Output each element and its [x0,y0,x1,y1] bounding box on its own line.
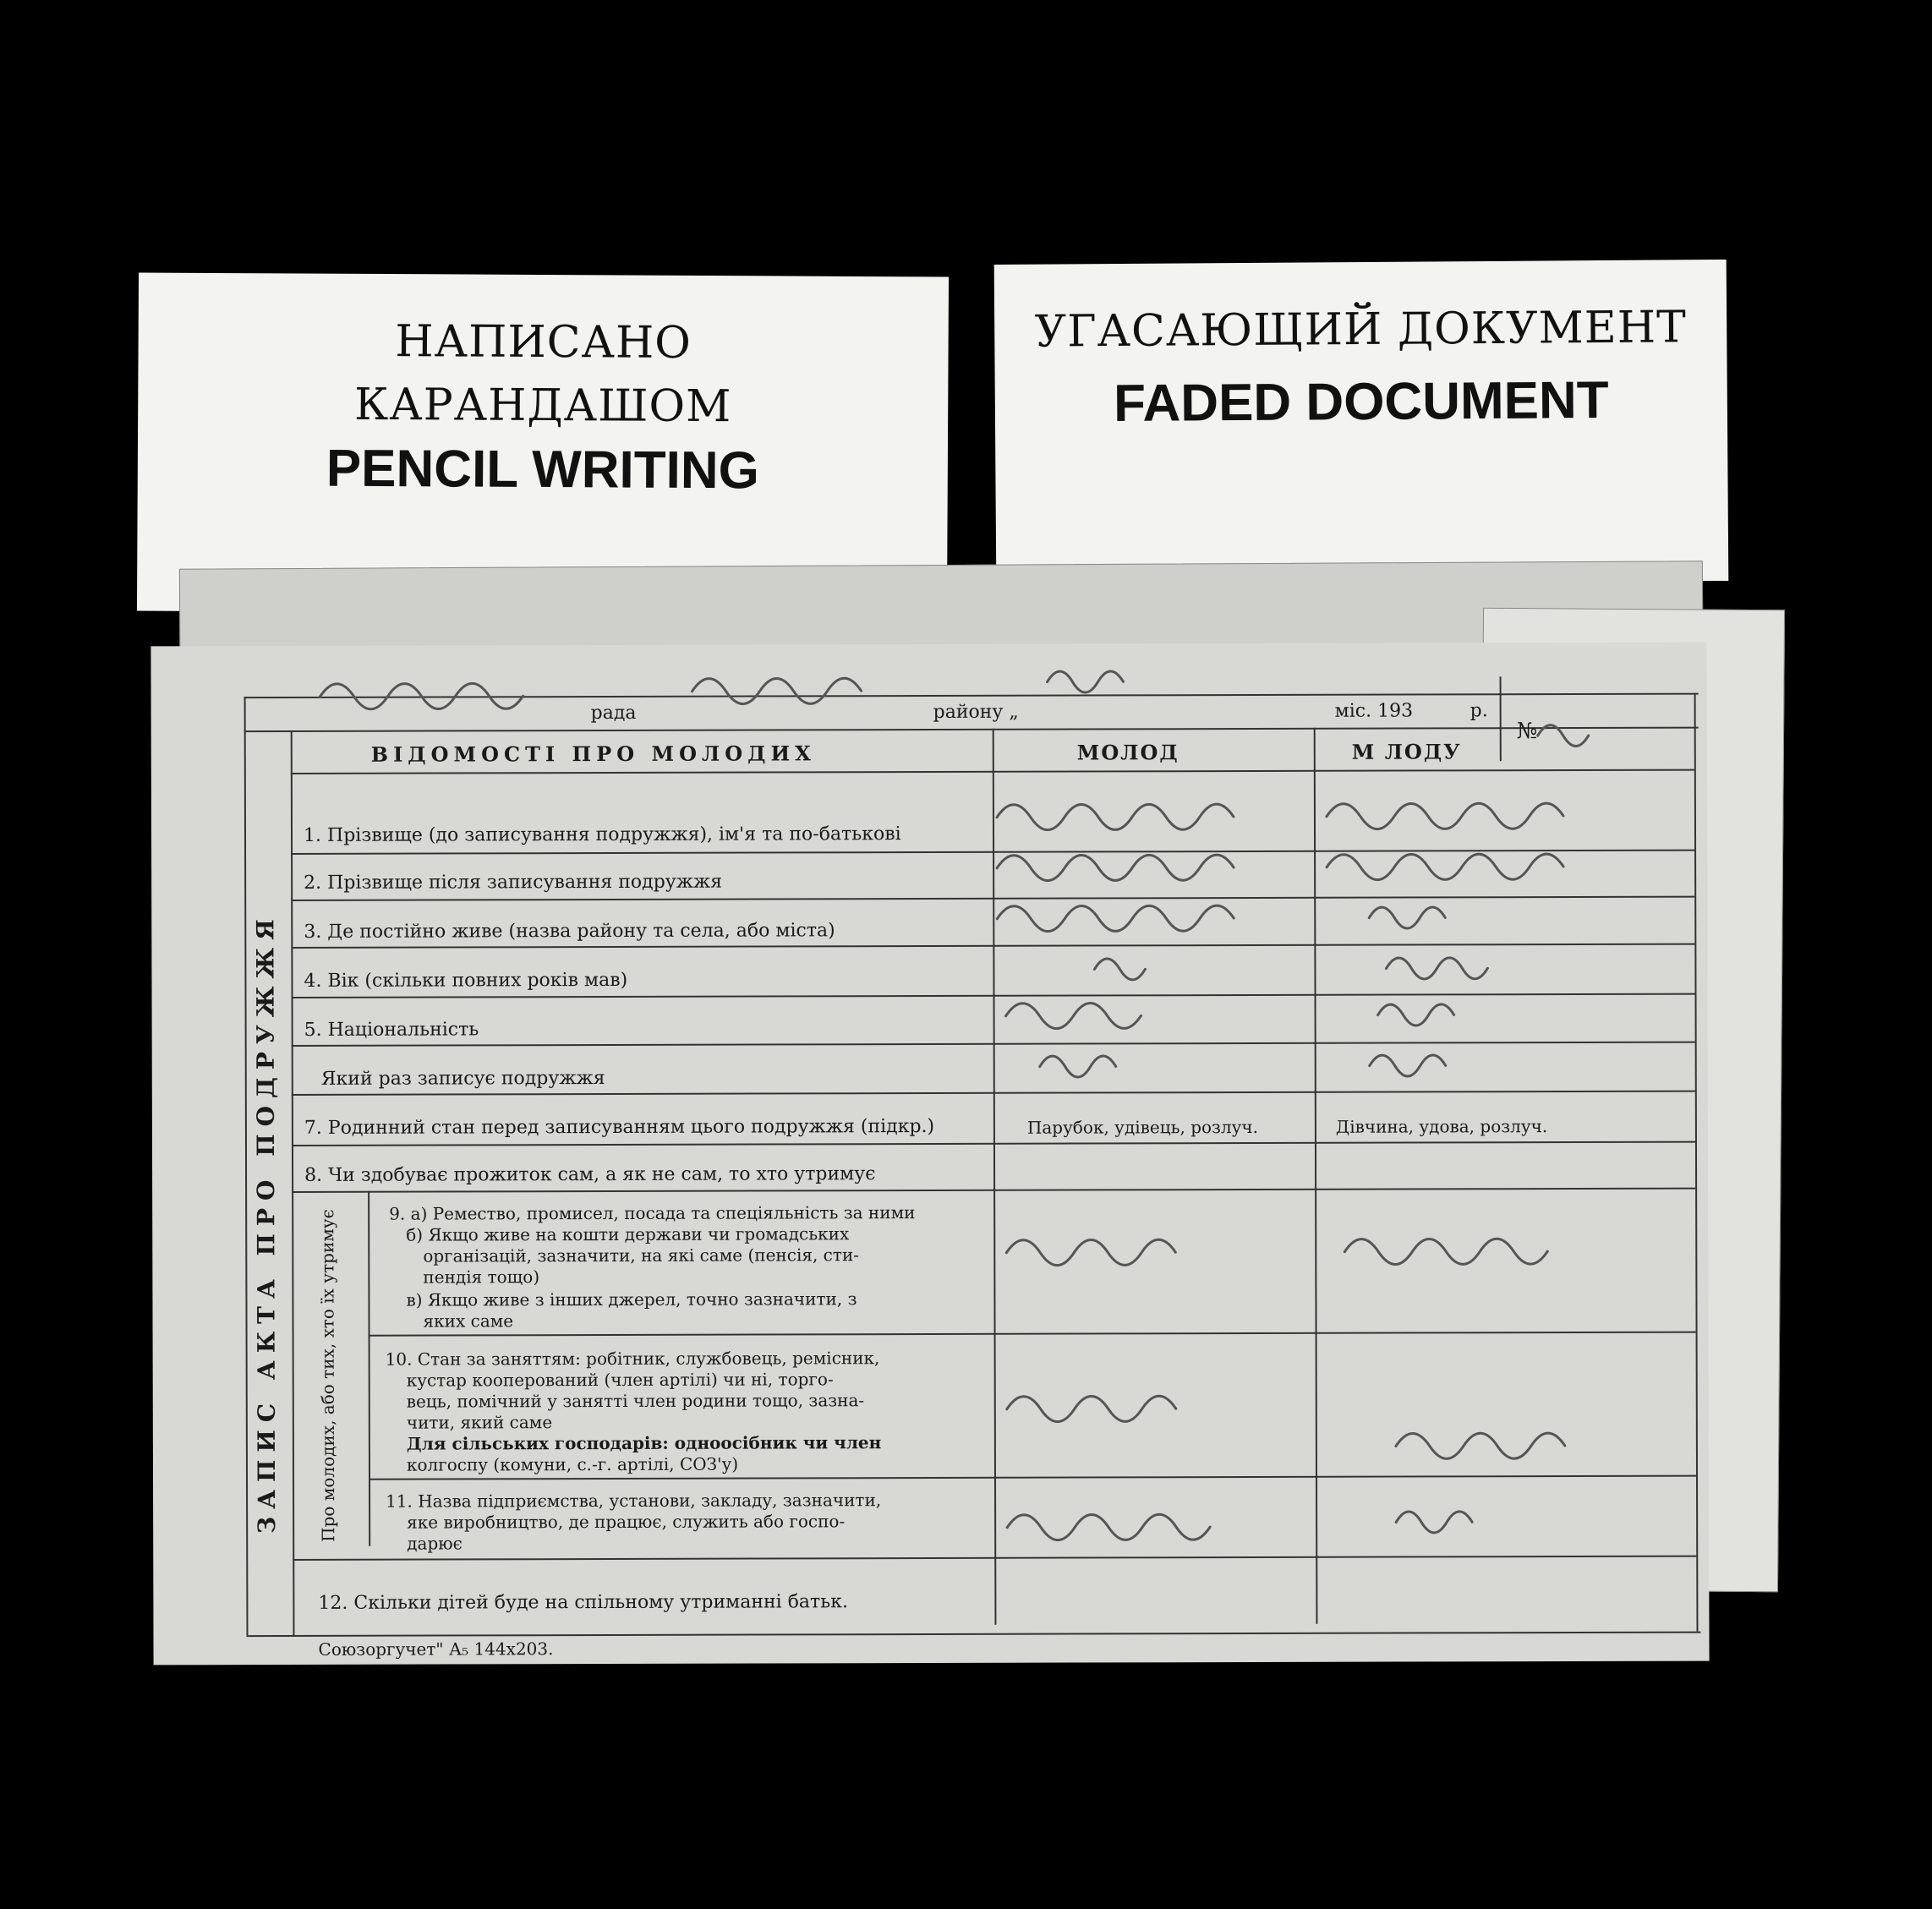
pencil-handwriting-layer [151,643,1709,1666]
row-6-label: Який раз записує подружжя [320,1068,605,1090]
row-9-line-1: 9. а) Ремество, промисел, посада та спеціяльність за ними [389,1202,916,1224]
handwriting-scribble [1378,1004,1454,1026]
rada-label: рада [590,702,637,725]
row-9-line-2: б) Якщо живе на кошти держави чи громадських [406,1223,850,1245]
handwriting-scribble [1396,1433,1565,1459]
notice-line-1: УГАСАЮЩИЙ ДОКУМЕНТ [1034,302,1687,358]
handwriting-scribble [1369,907,1445,928]
groom-column-header: МОЛОД [1076,740,1179,765]
row-10-line-3: вець, помічний у занятті член родини тощо, зазна- [406,1390,865,1412]
side-label: ЗАПИС АКТА ПРО ПОДРУЖЖЯ [251,911,282,1534]
handwriting-scribble [692,678,862,704]
row-8-label: 8. Чи здобуває прожиток сам, а як не сам, то хто утримує [304,1163,876,1186]
row-9-line-4: пендія тощо) [423,1266,540,1288]
row-10-line-2: кустар кооперований (член артілі) чи ні, торго- [406,1369,834,1391]
bride-column-header: М ЛОДУ [1351,739,1462,764]
rayon-label: району „ [933,701,1019,723]
sub-section-label: Про молодих, або тих, хто їх утримує [317,1209,339,1542]
handwriting-scribble [997,804,1234,830]
handwriting-scribble [1006,1003,1141,1028]
handwriting-scribble [1007,1396,1176,1422]
handwriting-scribble [1007,1514,1210,1540]
row-3-label: 3. Де постійно живе (назва району та села, або міста) [304,920,835,943]
row-2-label: 2. Прізвище після записування подружжя [304,871,723,894]
row-9-line-3: організацій, зазначити, на які саме (пенсія, сти- [423,1244,860,1266]
handwriting-scribble [320,683,523,709]
row-7-bride-options: Дівчина, удова, розлуч. [1335,1116,1548,1137]
header-title: ВІДОМОСТІ ПРО МОЛОДИХ [370,741,816,767]
handwriting-scribble [1327,803,1563,829]
row-5-label: 5. Національність [304,1019,479,1041]
row-10-line-4: чити, який саме [406,1412,553,1433]
handwriting-scribble [1396,1512,1472,1533]
notice-line-2: FADED DOCUMENT [1113,370,1609,434]
row-10-line-5: Для сільських господарів: одноосібник чи член [406,1432,882,1454]
handwriting-scribble [1048,671,1124,692]
handwriting-scribble [1370,1055,1446,1076]
row-10-line-1: 10. Стан за заняттям: робітник, службовець, ремісник, [385,1348,880,1370]
marriage-record-form [151,643,1709,1666]
handwriting-scribble [1006,1239,1175,1266]
handwriting-scribble [1327,854,1563,880]
handwriting-scribble [997,905,1234,932]
row-10-line-6: колгоспу (комуни, с.-г. артілі, СОЗ'у) [406,1453,739,1475]
row-1-label: 1. Прізвище (до записування подружжя), ім'я та по-батькові [303,823,901,846]
row-4-label: 4. Вік (скільки повних років мав) [304,969,628,992]
notice-line-3: PENCIL WRITING [326,439,760,500]
notice-line-2: КАРАНДАШОМ [353,379,732,433]
number-label: № [1516,719,1538,745]
pencil-writing-notice-card [137,272,949,615]
row-11-line-1: 11. Назва підприємства, установи, закладу, зазначити, [386,1490,882,1512]
row-12-label: 12. Скільки дітей буде на спільному утриманні батьк. [318,1591,848,1614]
year-suffix: р. [1470,700,1488,722]
handwriting-scribble [1386,958,1487,979]
row-9-line-5: в) Якщо живе з інших джерел, точно зазначити, з [406,1288,857,1310]
handwriting-scribble [1344,1239,1547,1265]
form-footer-print-mark: Союзоргучет" А₅ 144х203. [318,1638,554,1660]
row-9-line-6: яких саме [423,1310,514,1332]
notice-line-1: НАПИСАНО [395,316,692,369]
row-7-label: 7. Родинний стан перед записуванням цього подружжя (підкр.) [304,1115,935,1139]
handwriting-scribble [1538,725,1589,746]
handwriting-scribble [1094,959,1145,980]
row-11-line-3: дарює [407,1533,462,1554]
handwriting-scribble [1040,1056,1116,1077]
faded-document-notice-card [994,260,1729,586]
handwriting-scribble [997,855,1234,881]
row-11-line-2: яке виробництво, де працює, служить або госпо- [407,1511,846,1533]
row-7-groom-options: Парубок, удівець, розлуч. [1026,1116,1259,1138]
date-label: міс. 193 [1334,700,1414,722]
